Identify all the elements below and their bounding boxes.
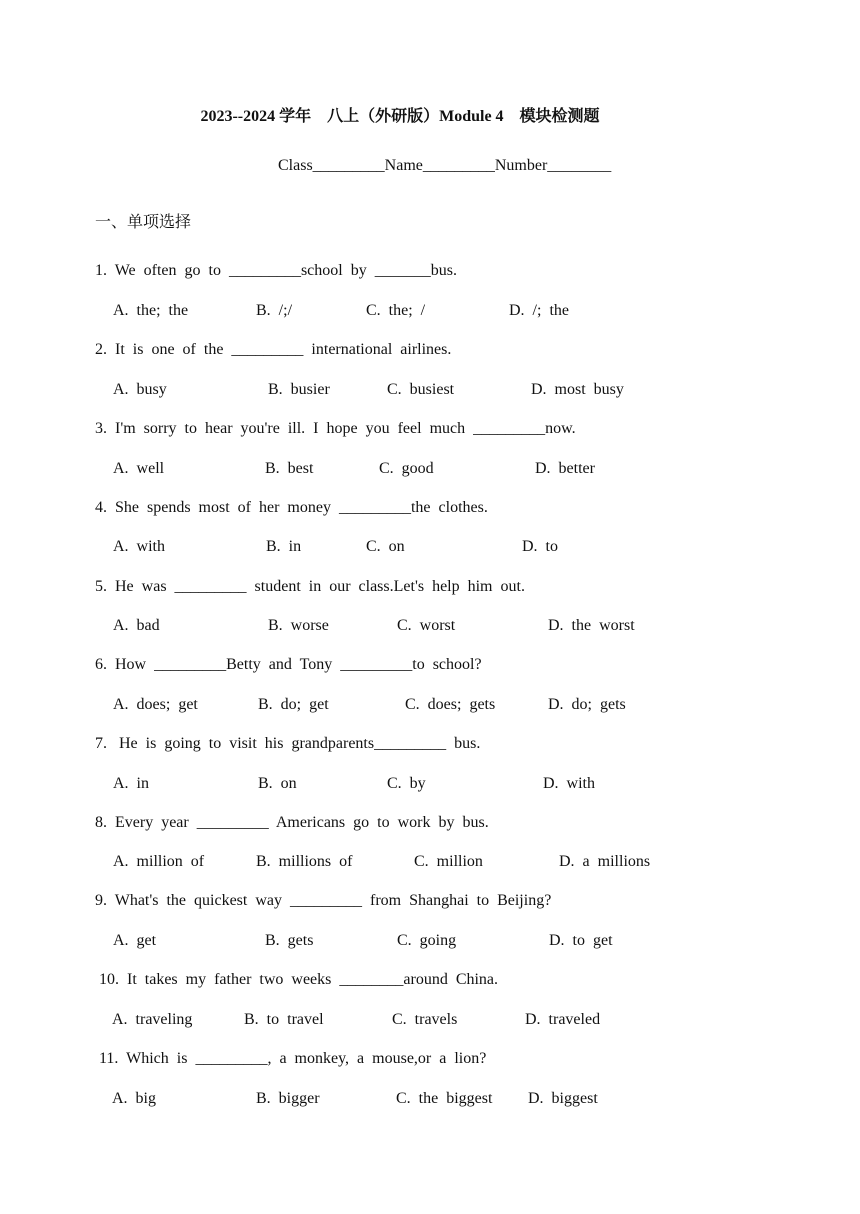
option-a: A. busy <box>113 381 167 398</box>
section-title: 一、单项选择 <box>95 214 192 231</box>
option-b: B. best <box>265 460 314 477</box>
option-b: B. worse <box>268 617 329 634</box>
option-d: D. traveled <box>525 1011 601 1028</box>
option-a: A. bad <box>113 617 160 634</box>
option-c: C. does; gets <box>405 696 496 713</box>
option-b: B. busier <box>268 381 330 398</box>
option-c: C. the biggest <box>396 1090 493 1107</box>
option-b: B. to travel <box>244 1011 324 1028</box>
option-a: A. traveling <box>112 1011 193 1028</box>
option-c: C. on <box>366 538 405 555</box>
option-a: A. big <box>112 1090 156 1107</box>
question-stem: 4. She spends most of her money _________the clothes. <box>95 499 488 516</box>
option-d: D. better <box>535 460 595 477</box>
option-b: B. in <box>266 538 302 555</box>
option-c: C. travels <box>392 1011 458 1028</box>
question-stem: 6. How _________Betty and Tony _________to school? <box>95 656 482 673</box>
question-stem: 2. It is one of the _________ international airlines. <box>95 341 452 358</box>
question-stem: 5. He was _________ student in our class.Let's help him out. <box>95 578 525 595</box>
option-c: C. million <box>414 853 483 870</box>
option-c: C. going <box>397 932 457 949</box>
question-stem: 11. Which is _________, a monkey, a mouse,or a lion? <box>95 1050 487 1067</box>
option-c: C. by <box>387 775 426 792</box>
option-d: D. /; the <box>509 302 569 319</box>
question-stem: 10. It takes my father two weeks ________around China. <box>95 971 499 988</box>
option-b: B. /;/ <box>256 302 293 319</box>
option-d: D. to get <box>549 932 613 949</box>
option-b: B. on <box>258 775 297 792</box>
option-d: D. biggest <box>528 1090 598 1107</box>
exam-title: 2023--2024 学年 八上（外研版）Module 4 模块检测题 <box>200 108 600 125</box>
option-c: C. good <box>379 460 434 477</box>
question-stem: 3. I'm sorry to hear you're ill. I hope you feel much _________now. <box>95 420 576 437</box>
option-a: A. get <box>113 932 157 949</box>
option-a: A. the; the <box>113 302 189 319</box>
option-b: B. bigger <box>256 1090 320 1107</box>
option-d: D. most busy <box>531 381 624 398</box>
option-a: A. million of <box>113 853 205 870</box>
question-stem: 1. We often go to _________school by _______bus. <box>95 262 457 279</box>
option-c: C. worst <box>397 617 456 634</box>
option-d: D. a millions <box>559 853 651 870</box>
question-stem: 7. He is going to visit his grandparents_________ bus. <box>95 735 481 752</box>
option-a: A. in <box>113 775 149 792</box>
option-b: B. millions of <box>256 853 353 870</box>
option-d: D. to <box>522 538 558 555</box>
option-c: C. busiest <box>387 381 455 398</box>
option-d: D. with <box>543 775 595 792</box>
option-a: A. with <box>113 538 165 555</box>
option-d: D. do; gets <box>548 696 626 713</box>
option-a: A. well <box>113 460 165 477</box>
option-a: A. does; get <box>113 696 198 713</box>
question-stem: 9. What's the quickest way _________ from Shanghai to Beijing? <box>95 892 552 909</box>
student-info-line: Class_________Name_________Number________ <box>278 157 612 174</box>
option-d: D. the worst <box>548 617 635 634</box>
option-c: C. the; / <box>366 302 426 319</box>
question-stem: 8. Every year _________ Americans go to work by bus. <box>95 814 489 831</box>
option-b: B. gets <box>265 932 314 949</box>
option-b: B. do; get <box>258 696 329 713</box>
